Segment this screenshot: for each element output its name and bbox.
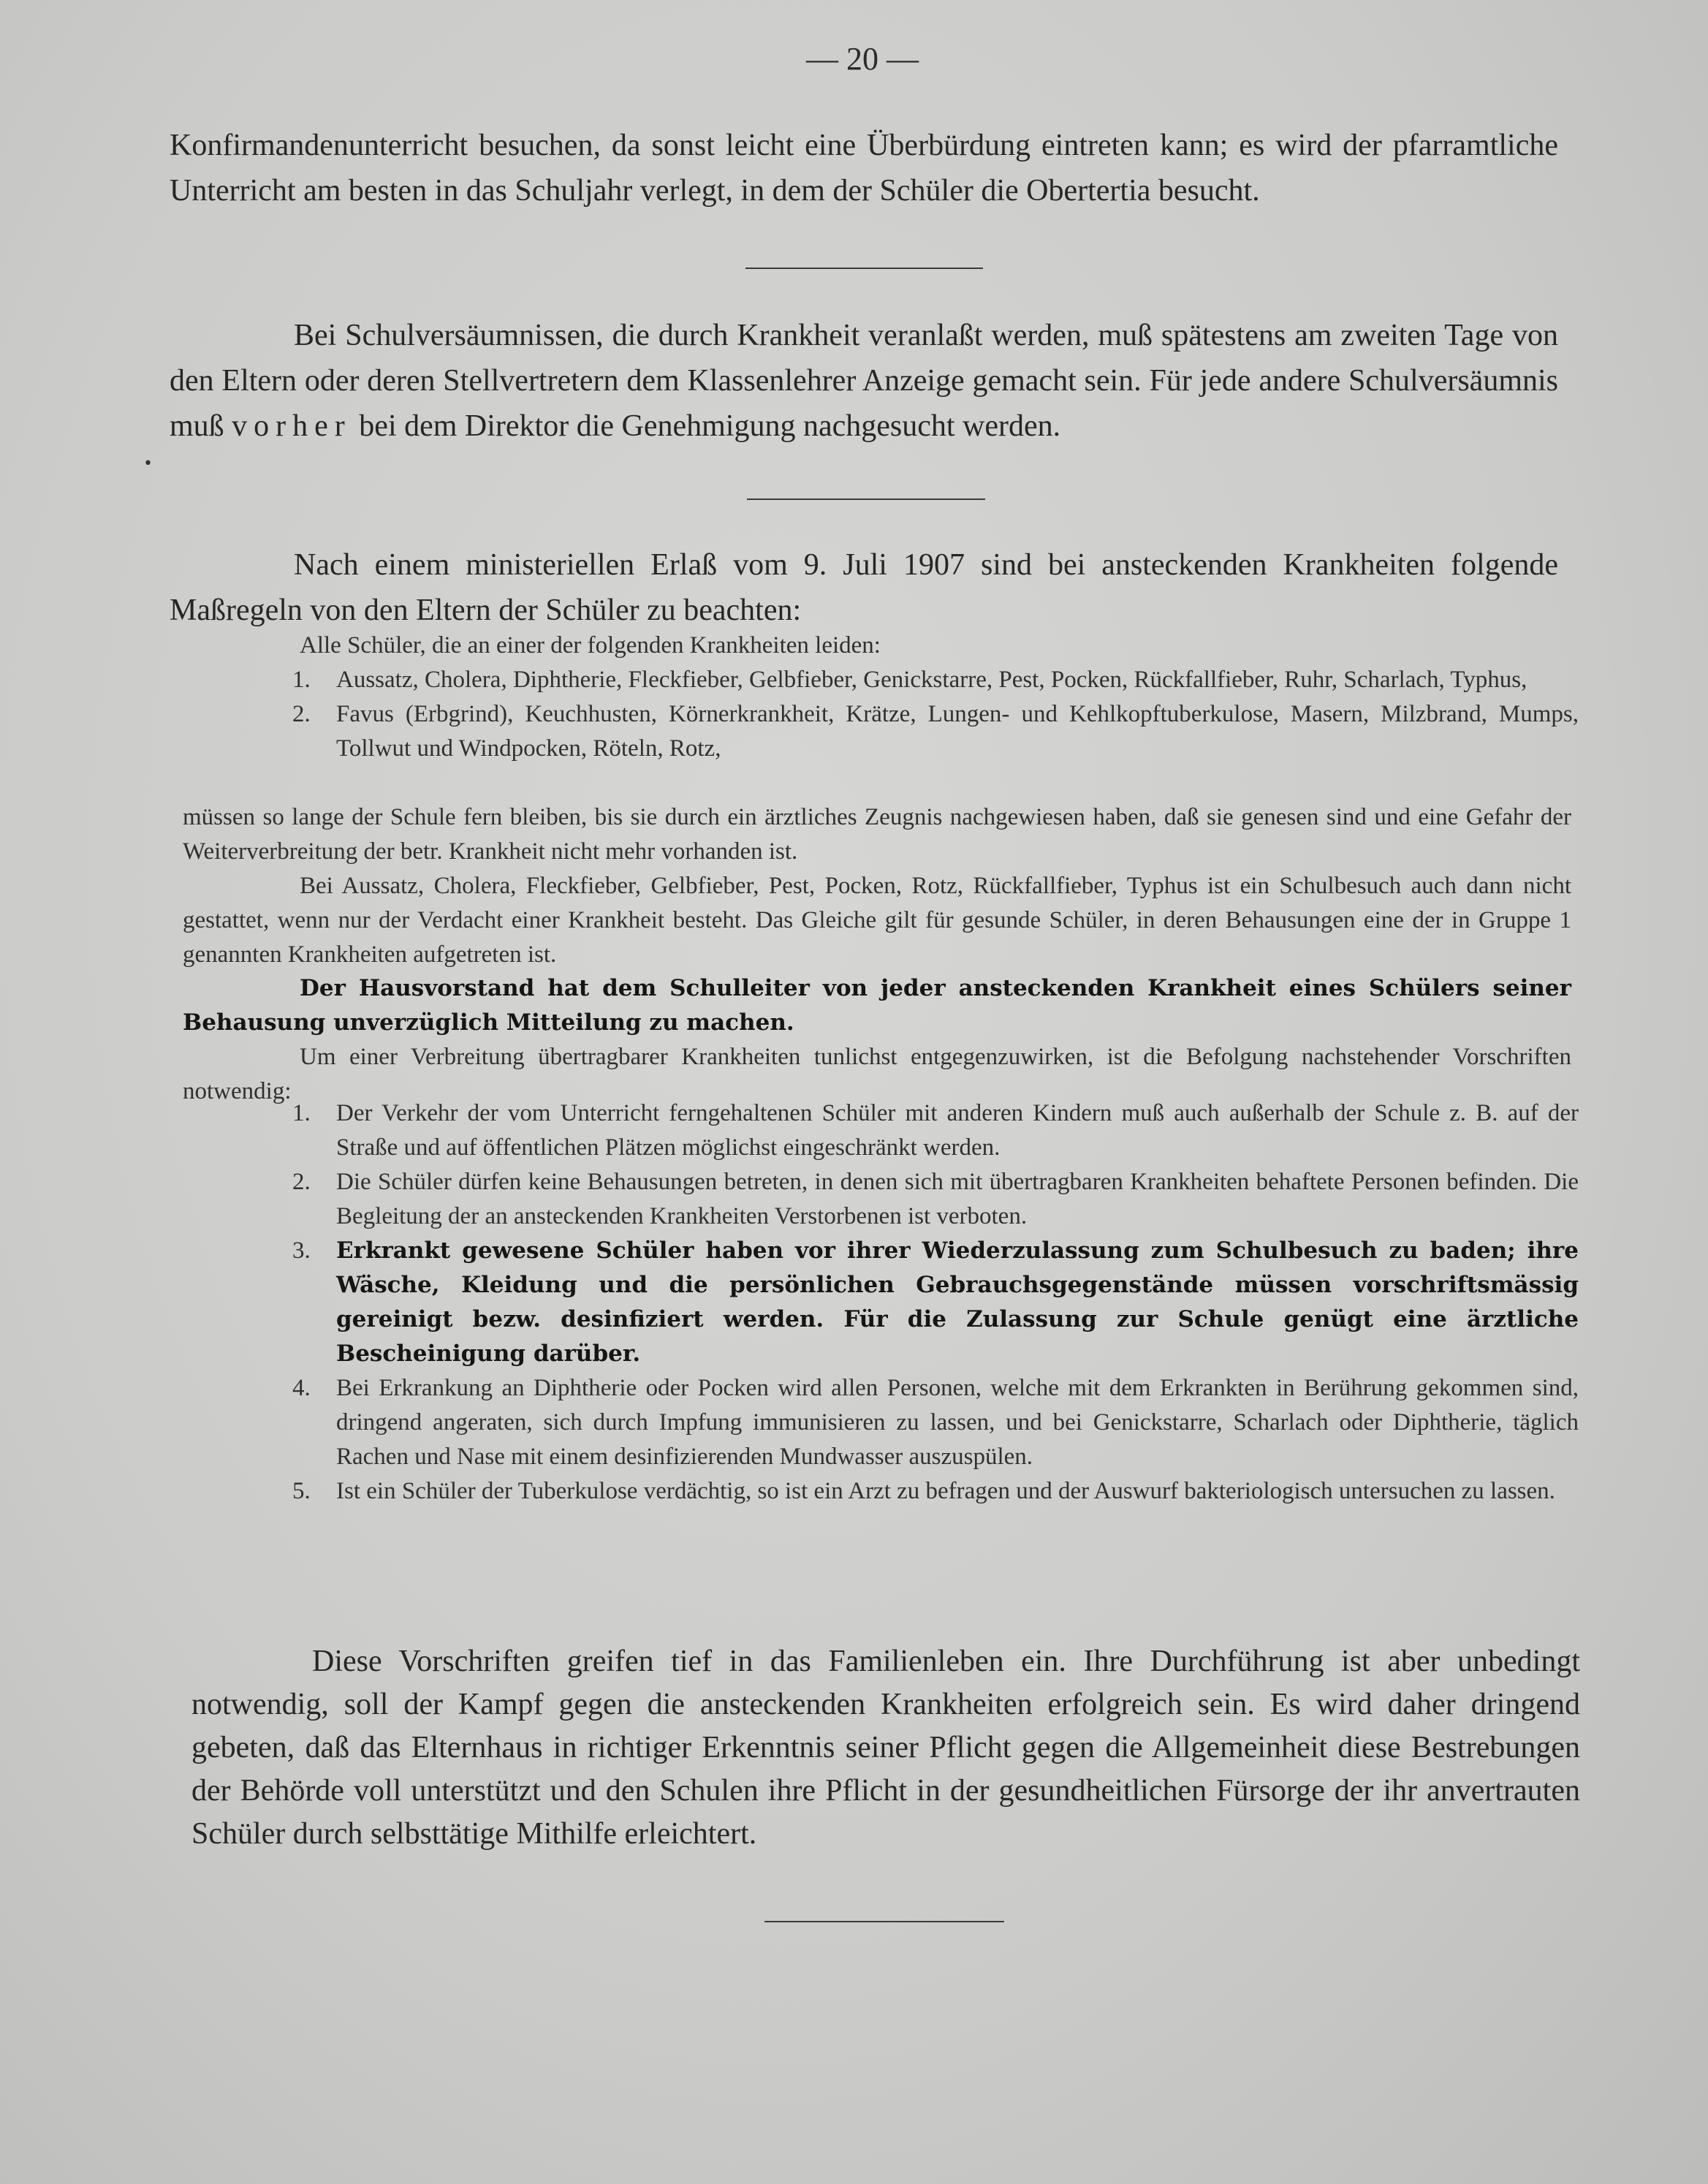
paragraph-exclusion: müssen so lange der Schule fern bleiben, bis sie durch ein ärztliches Zeugnis nachgewiesen haben, daß sie genesen sind und eine Gefahr der Weiterverbreitung der betr. Krankheit nicht mehr vorhanden ist. (183, 804, 1571, 865)
paragraph-affected-students: Alle Schüler, die an einer der folgenden Krankheiten leiden: (300, 632, 881, 659)
disease-groups-list (292, 663, 1579, 766)
list-item (292, 1096, 1579, 1165)
absences-emphasis: vorher (232, 409, 352, 443)
list-number: 3. (292, 1237, 311, 1264)
section-divider (747, 498, 985, 500)
list-item (292, 663, 1579, 697)
list-number: 1. (292, 1100, 311, 1126)
regulations-list (292, 1096, 1579, 1509)
list-number: 4. (292, 1375, 311, 1401)
paragraph-regulations-intro: Um einer Verbreitung übertragbarer Krankheiten tunlichst entgegenzuwirken, ist die Befolgung nachstehender Vorschriften notwendig: (183, 1044, 1571, 1104)
paragraph-absences (170, 313, 1558, 449)
section-divider (745, 268, 983, 269)
absences-text-before: Bei Schulversäumnissen, die durch Krankheit veranlaßt werden, muß spätestens am zweiten Tage von den Eltern oder deren Stellvertretern dem Klassenlehrer Anzeige gemacht sein. Für jede andere Schulversäumnis muß (170, 319, 1558, 443)
list-item (292, 1474, 1579, 1509)
list-text: Bei Erkrankung an Diphtherie oder Pocken wird allen Personen, welche mit dem Erkrankten in Berührung gekommen sind, dringend angeraten, sich durch Impfung immunisieren zu lassen, und bei Genickstarre, Scharlach oder Diphtherie, täglich Rachen und Nase mit einem desinfizierenden Mundwasser auszuspülen. (336, 1375, 1579, 1470)
list-number: 2. (292, 701, 311, 727)
list-text: Erkrankt gewesene Schüler haben vor ihrer Wiederzulassung zum Schulbesuch zu baden; ihre Wäsche, Kleidung und die persönlichen Gebrauchsgegenstände müssen vorschriftsmässig gereinigt bezw. desinfiziert werden. Für die Zulassung zur Schule genügt eine ärztliche Bescheinigung darüber. (336, 1237, 1579, 1367)
margin-dot: • (143, 455, 153, 473)
list-item (292, 1234, 1579, 1371)
paragraph-confirmation-class: Konfirmandenunterricht besuchen, da sonst leicht eine Überbürdung eintreten kann; es wird der pfarramtliche Unterricht am besten in das Schuljahr verlegt, in dem der Schüler die Obertertia besucht. (170, 129, 1558, 208)
list-text: Ist ein Schüler der Tuberkulose verdächtig, so ist ein Arzt zu befragen und der Auswurf bakteriologisch untersuchen zu lassen. (336, 1478, 1555, 1504)
list-number: 2. (292, 1169, 311, 1195)
paragraph-decree: Nach einem ministeriellen Erlaß vom 9. Juli 1907 sind bei ansteckenden Krankheiten folgende Maßregeln von den Eltern der Schüler zu beachten: (170, 548, 1558, 627)
list-item (292, 1165, 1579, 1234)
list-item (292, 697, 1579, 766)
paragraph-closing-appeal: Diese Vorschriften greifen tief in das Familienleben ein. Ihre Durchführung ist aber unbedingt notwendig, soll der Kampf gegen die ansteckenden Krankheiten erfolgreich sein. Es wird daher dringend gebeten, daß das Elternhaus in richtiger Erkenntnis seiner Pflicht gegen die Allgemeinheit diese Bestrebungen der Behörde voll unterstützt und den Schulen ihre Pflicht in der gesundheitlichen Fürsorge der ihr anvertrauten Schüler durch selbsttätige Mithilfe erleichtert. (191, 1645, 1580, 1851)
list-text: Favus (Erbgrind), Keuchhusten, Körnerkrankheit, Krätze, Lungen- und Kehlkopftuberkulose, Masern, Milzbrand, Mumps, Tollwut und Windpocken, Röteln, Rotz, (336, 701, 1579, 762)
paragraph-head-of-household: Der Hausvorstand hat dem Schulleiter von jeder ansteckenden Krankheit eines Schülers seiner Behausung unverzüglich Mitteilung zu machen. (183, 975, 1571, 1036)
list-item (292, 1371, 1579, 1474)
list-number: 1. (292, 667, 311, 693)
absences-text-after: bei dem Direktor die Genehmigung nachgesucht werden. (351, 409, 1061, 443)
section-divider (764, 1921, 1004, 1922)
list-text: Der Verkehr der vom Unterricht ferngehaltenen Schüler mit anderen Kindern muß auch außerhalb der Schule z. B. auf der Straße und auf öffentlichen Plätzen möglichst eingeschränkt werden. (336, 1100, 1579, 1161)
list-text: Die Schüler dürfen keine Behausungen betreten, in denen sich mit übertragbaren Krankheiten behaftete Personen befinden. Die Begleitung der an ansteckenden Krankheiten Verstorbenen ist verboten. (336, 1169, 1579, 1229)
list-text: Aussatz, Cholera, Diphtherie, Fleckfieber, Gelbfieber, Genickstarre, Pest, Pocken, Rückfallfieber, Ruhr, Scharlach, Typhus, (336, 667, 1527, 693)
page-number: — 20 — (806, 41, 919, 77)
paragraph-suspicion: Bei Aussatz, Cholera, Fleckfieber, Gelbfieber, Pest, Pocken, Rotz, Rückfallfieber, Typhus ist ein Schulbesuch auch dann nicht gestattet, wenn nur der Verdacht einer Krankheit besteht. Das Gleiche gilt für gesunde Schüler, in deren Behausungen eine der in Gruppe 1 genannten Krankheiten aufgetreten ist. (183, 873, 1571, 968)
list-number: 5. (292, 1478, 311, 1504)
